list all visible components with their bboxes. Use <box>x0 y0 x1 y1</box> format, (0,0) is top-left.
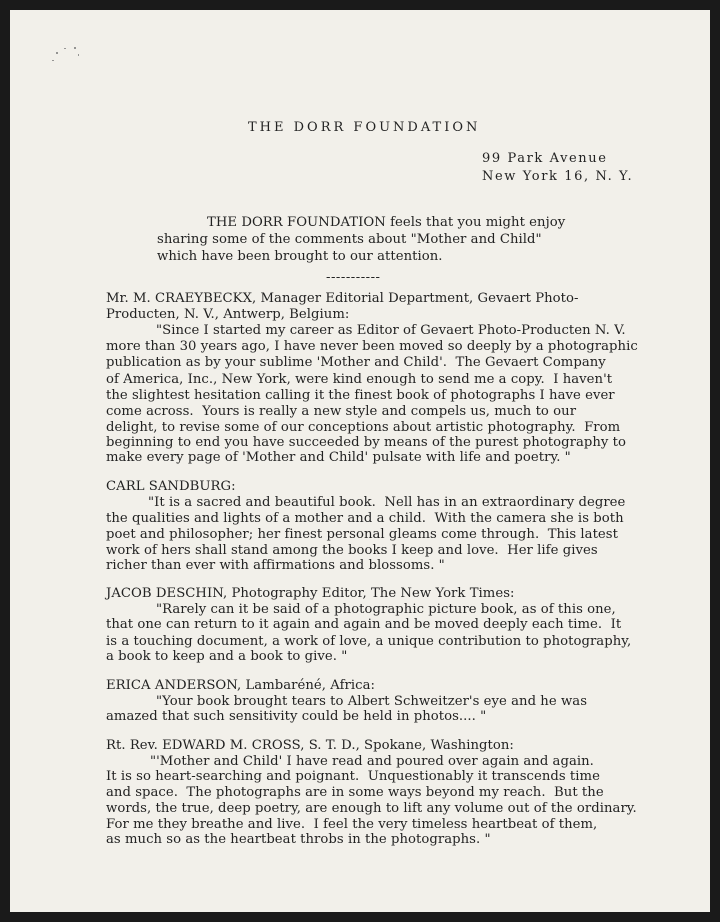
quote-line: is a touching document, a work of love, a unique contribution to photography, <box>106 633 632 649</box>
quote-line: that one can return to it again and again and be moved deeply each time. It <box>106 617 622 633</box>
quote-attribution: JACOB DESCHIN, Photography Editor, The New York Times: <box>106 586 515 601</box>
quote-line: poet and philosopher; her finest personal gleams come through. This latest <box>106 526 618 542</box>
quote-line: publication as by your sublime 'Mother and Child'. The Gevaert Company <box>106 355 606 371</box>
quote-attribution: Mr. M. CRAEYBECKX, Manager Editorial Department, Gevaert Photo- <box>106 291 579 306</box>
intro-line-3: which have been brought to our attention. <box>157 249 443 264</box>
divider: ----------- <box>326 270 381 285</box>
quote-line: For me they breathe and live. I feel the very timeless heartbeat of them, <box>106 816 598 832</box>
quote-line: the slightest hesitation calling it the finest book of photographs I have ever <box>106 387 615 403</box>
quote-line: "Rarely can it be said of a photographic picture book, as of this one, <box>156 602 616 618</box>
quote-attribution: CARL SANDBURG: <box>106 479 236 495</box>
letterhead-title: THE DORR FOUNDATION <box>248 120 481 135</box>
quote-line: richer than ever with affirmations and blossoms. " <box>106 558 445 574</box>
quote-line: It is so heart-searching and poignant. Unquestionably it transcends time <box>106 769 600 785</box>
quote-attribution: ERICA ANDERSON, Lambaréné, Africa: <box>106 677 375 693</box>
quote-line: the qualities and lights of a mother and a child. With the camera she is both <box>106 511 624 527</box>
quote-line: words, the true, deep poetry, are enough to lift any volume out of the ordinary. <box>106 800 637 816</box>
quote-line: beginning to end you have succeeded by means of the purest photography to <box>106 435 626 451</box>
address-line-1: 99 Park Avenue <box>482 151 608 166</box>
quote-line: delight, to revise some of our conceptions about artistic photography. From <box>106 419 621 435</box>
quote-line: "It is a sacred and beautiful book. Nell has in an extraordinary degree <box>148 495 626 511</box>
quote-attribution: Rt. Rev. EDWARD M. CROSS, S. T. D., Spokane, Washington: <box>106 737 514 753</box>
quote-line: of America, Inc., New York, were kind enough to send me a copy. I haven't <box>106 371 613 387</box>
address-line-2: New York 16, N. Y. <box>482 169 634 184</box>
quote-line: "Your book brought tears to Albert Schweitzer's eye and he was <box>156 693 588 709</box>
paper-specks <box>40 40 100 80</box>
quote-line: "'Mother and Child' I have read and poured over again and again. <box>150 753 594 769</box>
quote-line: and space. The photographs are in some ways beyond my reach. But the <box>106 785 604 801</box>
quote-line: make every page of 'Mother and Child' pulsate with life and poetry. " <box>106 450 571 466</box>
quote-line: a book to keep and a book to give. " <box>106 648 348 664</box>
quote-line: Producten, N. V., Antwerp, Belgium: <box>106 307 350 323</box>
letter-page <box>10 10 710 912</box>
intro-line-1: THE DORR FOUNDATION feels that you might enjoy <box>207 215 566 230</box>
quote-line: more than 30 years ago, I have never been moved so deeply by a photographic <box>106 339 638 355</box>
quote-line: as much so as the heartbeat throbs in the photographs. " <box>106 831 491 847</box>
quote-line: amazed that such sensitivity could be held in photos.... " <box>106 709 487 724</box>
quote-line: "Since I started my career as Editor of Gevaert Photo-Producten N. V. <box>156 323 626 339</box>
intro-line-2: sharing some of the comments about "Mother and Child" <box>157 232 542 247</box>
quote-line: work of hers shall stand among the books I keep and love. Her life gives <box>106 542 598 558</box>
quote-line: come across. Yours is really a new style and compels us, much to our <box>106 403 577 419</box>
